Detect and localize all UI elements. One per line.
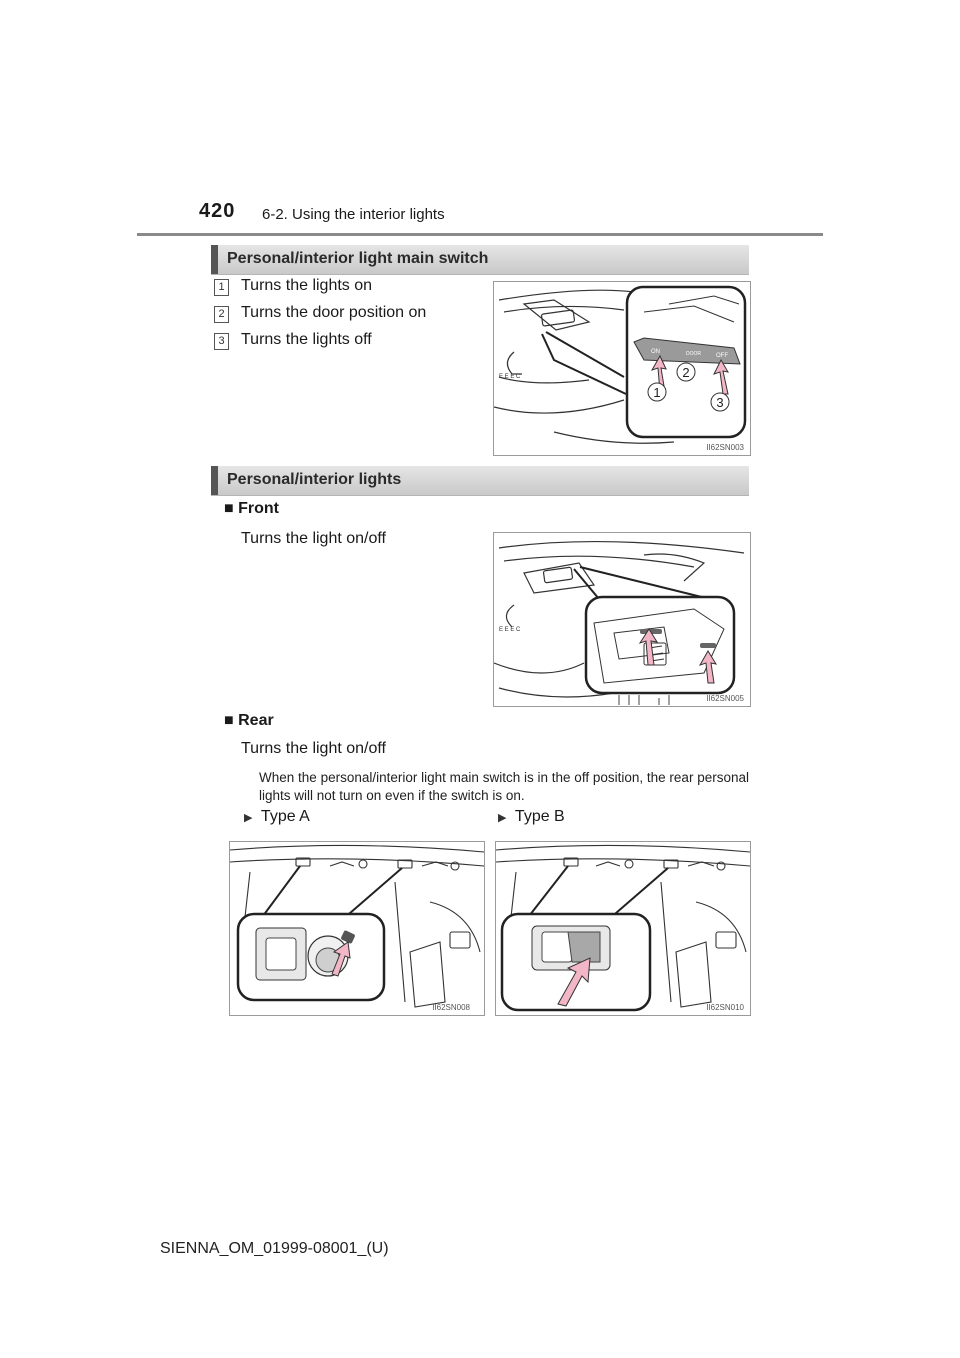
section-heading-lights (211, 466, 749, 496)
item-text-1: Turns the lights on (241, 277, 373, 294)
section-heading-text: Personal/interior lights (227, 471, 402, 488)
figure-code: II62SN008 (432, 1003, 470, 1012)
type-b-text: Type B (514, 808, 565, 825)
triangle-marker: ▶ (244, 812, 253, 824)
section-heading-text: Personal/interior light main switch (227, 250, 489, 267)
front-description: Turns the light on/off (241, 530, 386, 547)
figure-code: II62SN010 (706, 1003, 744, 1012)
subheading-front-text: Front (238, 500, 279, 517)
type-a-label (244, 808, 310, 826)
page-number: 420 (199, 200, 236, 222)
footer-doc-id: SIENNA_OM_01999-08001_(U) (160, 1240, 389, 1257)
subheading-rear-text: Rear (238, 712, 274, 729)
heading-bar (211, 466, 218, 495)
callout-3: 3 (716, 395, 724, 410)
number-badge-1: 1 (214, 279, 229, 296)
type-a-drawing (230, 842, 484, 1015)
svg-text:E E E C: E E E C (499, 374, 521, 380)
switch-label-on: ON (651, 349, 660, 355)
main-switch-illustration (493, 281, 751, 456)
switch-label-door: DOOR (686, 351, 701, 357)
triangle-marker: ▶ (498, 812, 507, 824)
rear-description: Turns the light on/off (241, 740, 386, 757)
subheading-rear (224, 712, 274, 730)
bullet-square: ■ (224, 500, 234, 517)
figure-code: II62SN003 (706, 443, 744, 452)
header-rule (137, 233, 823, 236)
type-a-text: Type A (260, 808, 310, 825)
type-b-drawing (496, 842, 750, 1015)
item-text-3: Turns the lights off (241, 331, 372, 348)
subheading-front (224, 500, 279, 518)
main-switch-drawing (494, 282, 750, 455)
svg-text:E E E C: E E E C (499, 627, 521, 633)
section-title: 6-2. Using the interior lights (262, 206, 445, 223)
callout-1: 1 (653, 385, 661, 400)
section-heading-main-switch (211, 245, 749, 275)
figure-code: II62SN005 (706, 694, 744, 703)
switch-label-off: OFF (716, 353, 728, 359)
front-lights-illustration (493, 532, 751, 707)
type-b-illustration (495, 841, 751, 1016)
callout-2: 2 (682, 365, 690, 380)
type-b-label (498, 808, 565, 826)
bullet-square: ■ (224, 712, 234, 729)
number-badge-3: 3 (214, 333, 229, 350)
type-a-illustration (229, 841, 485, 1016)
item-text-2: Turns the door position on (241, 304, 427, 321)
heading-bar (211, 245, 218, 274)
rear-note: When the personal/interior light main switch is in the off position, the rear personal lights will not turn on even if the switch is on. (259, 770, 749, 803)
front-lights-drawing (494, 533, 750, 706)
number-badge-2: 2 (214, 306, 229, 323)
